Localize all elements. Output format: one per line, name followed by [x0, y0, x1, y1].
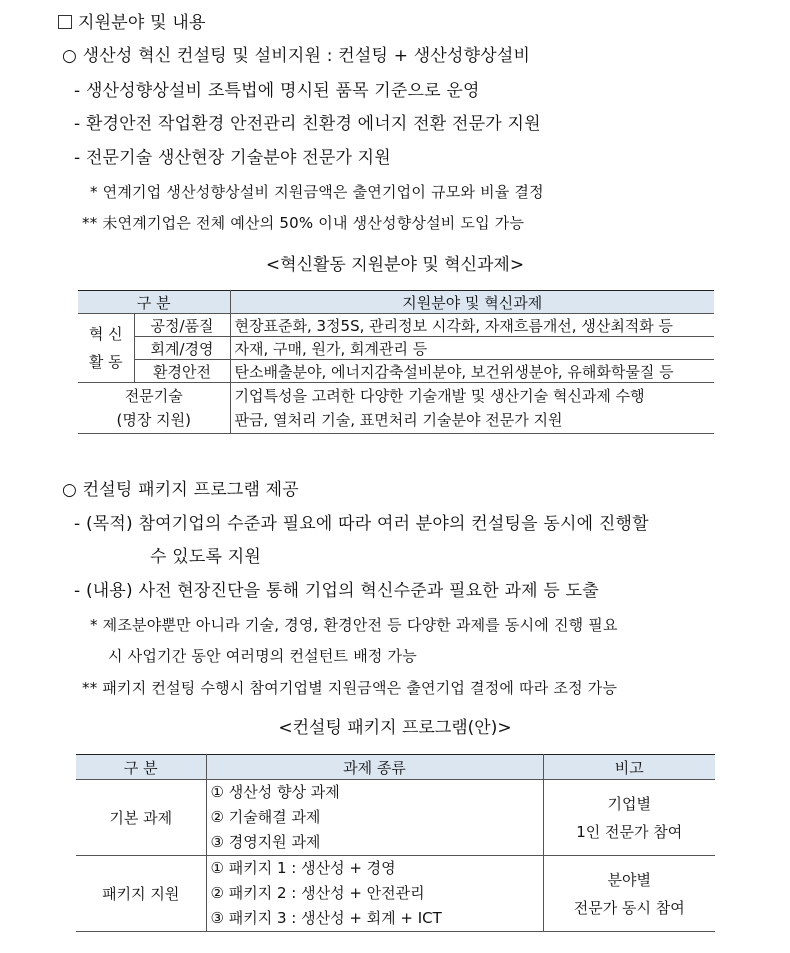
table-row: [78, 314, 714, 337]
row-content: 기업특성을 고려한 다양한 기술개발 및 생산기술 혁신과제 수행 판금, 열처리 기술, 표면처리 기술분야 전문가 지원: [230, 383, 714, 434]
square-bullet-icon: [58, 15, 72, 29]
row-note: 분야별 전문가 동시 참여: [543, 856, 715, 932]
table2-caption: <컨설팅 패키지 프로그램(안)>: [278, 718, 512, 738]
row-items: [206, 856, 543, 932]
row-content: 자재, 구매, 원가, 회계관리 등: [230, 337, 714, 360]
section1-title: ○ 생산성 혁신 컨설팅 및 설비지원 : 컨설팅 + 생산성향상설비: [62, 46, 531, 66]
header-category: 구 분: [78, 291, 230, 314]
header-content: 지원분야 및 혁신과제: [230, 291, 714, 314]
package-table: [76, 754, 715, 932]
section2-note: * 제조분야뿐만 아니라 기술, 경영, 환경안전 등 다양한 과제를 동시에 진행 필요: [90, 616, 618, 634]
table1-caption: <혁신활동 지원분야 및 혁신과제>: [265, 255, 525, 275]
row-content: 현장표준화, 3정5S, 관리정보 시각화, 자재흐름개선, 생산최적화 등: [230, 314, 714, 337]
section1-bullet: - 생산성향상설비 조특법에 명시된 품목 기준으로 운영: [74, 81, 480, 101]
table-row: [78, 383, 714, 434]
header-category: 구 분: [76, 755, 206, 780]
list-item: ③ 패키지 3 : 생산성 + 회계 + ICT: [210, 909, 442, 927]
table-header-row: [78, 291, 714, 314]
section1-bullet: - 환경안전 작업환경 안전관리 친환경 에너지 전환 전문가 지원: [74, 114, 541, 134]
table-row: [78, 360, 714, 383]
header-items: 과제 종류: [206, 755, 543, 780]
row-note: 기업별 1인 전문가 참여: [543, 780, 715, 856]
section2-purpose-cont: 수 있도록 지원: [150, 547, 261, 567]
group-label: 혁 신 활 동: [78, 314, 134, 383]
list-item: ② 기술해결 과제: [210, 808, 321, 826]
row-category: 기본 과제: [76, 780, 206, 856]
table-row: [76, 780, 715, 856]
innovation-table: [78, 290, 714, 434]
list-item: ① 패키지 1 : 생산성 + 경영: [210, 859, 396, 877]
table-row: [78, 337, 714, 360]
row-category: 패키지 지원: [76, 856, 206, 932]
section2-title: ○ 컨설팅 패키지 프로그램 제공: [62, 480, 299, 500]
table-row: [76, 856, 715, 932]
section1-note: * 연계기업 생산성향상설비 지원금액은 출연기업이 규모와 비율 결정: [90, 183, 544, 201]
table-header-row: [76, 755, 715, 780]
list-item: ② 패키지 2 : 생산성 + 안전관리: [210, 884, 425, 902]
row-content: 탄소배출분야, 에너지감축설비분야, 보건위생분야, 유해화학물질 등: [230, 360, 714, 383]
list-item: ① 생산성 향상 과제: [210, 783, 340, 801]
section2-note-cont: 시 사업기간 동안 여러명의 컨설턴트 배정 가능: [108, 647, 417, 665]
row-category: 회계/경영: [134, 337, 230, 360]
row-category: 전문기술 (명장 지원): [78, 383, 230, 434]
section1-note: ** 未연계기업은 전체 예산의 50% 이내 생산성향상설비 도입 가능: [82, 214, 525, 232]
row-category: 환경안전: [134, 360, 230, 383]
section2-purpose: - (목적) 참여기업의 수준과 필요에 따라 여러 분야의 컨설팅을 동시에 진행할: [74, 514, 649, 534]
row-items: [206, 780, 543, 856]
section2-note: ** 패키지 컨설팅 수행시 참여기업별 지원금액은 출연기업 결정에 따라 조정 가능: [82, 679, 618, 697]
list-item: ③ 경영지원 과제: [210, 833, 321, 851]
header-note: 비고: [543, 755, 715, 780]
section-heading: 지원분야 및 내용: [58, 12, 206, 34]
section1-bullet: - 전문기술 생산현장 기술분야 전문가 지원: [74, 148, 391, 168]
section2-content: - (내용) 사전 현장진단을 통해 기업의 혁신수준과 필요한 과제 등 도출: [74, 581, 599, 601]
row-category: 공정/품질: [134, 314, 230, 337]
